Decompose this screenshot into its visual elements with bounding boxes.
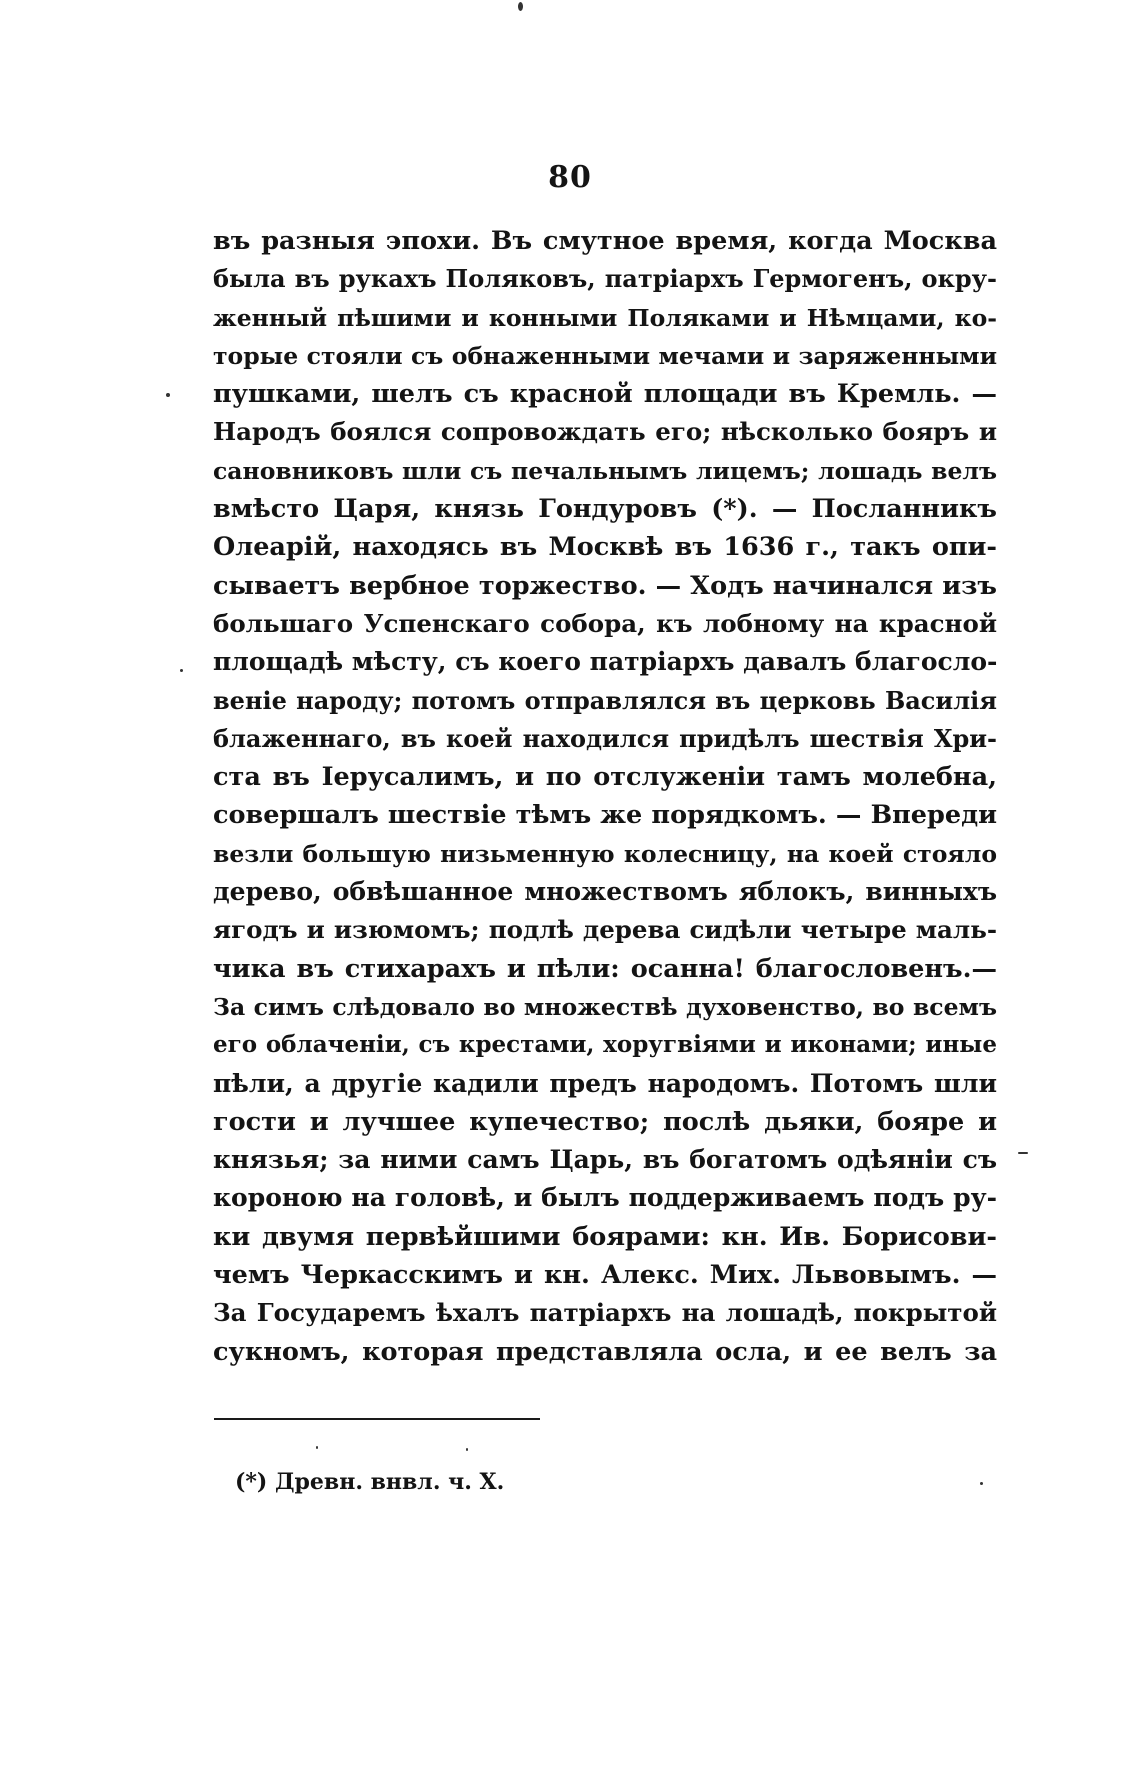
body-text xyxy=(213,222,997,1371)
text-line: короною на головѣ, и былъ поддерживаемъ подъ ру- xyxy=(213,1183,997,1213)
page-number: 80 xyxy=(548,160,592,195)
scan-speck xyxy=(316,1446,318,1449)
scan-speck xyxy=(166,393,170,397)
text-line: ста въ Іерусалимъ, и по отслуженіи тамъ молебна, xyxy=(213,762,997,793)
text-line: сываетъ вербное торжество. — Ходъ начинался изъ xyxy=(213,570,997,601)
text-line: сукномъ, которая представляла осла, и ее велъ за xyxy=(213,1336,997,1367)
text-line: блаженнаго, въ коей находился придѣлъ шествія Хри- xyxy=(213,723,997,753)
scan-speck xyxy=(518,2,523,11)
text-line: большаго Успенскаго собора, къ лобному на красной xyxy=(213,608,997,638)
text-line: пушками, шелъ съ красной площади въ Кремль. — xyxy=(213,379,997,410)
text-line: его облаченіи, съ крестами, хоругвіями и иконами; иные xyxy=(213,1031,997,1059)
text-line: чика въ стихарахъ и пѣли: осанна! благословенъ.— xyxy=(213,953,997,984)
text-line: За симъ слѣдовало во множествѣ духовенство, во всемъ xyxy=(213,992,997,1021)
text-line: Народъ боялся сопровождать его; нѣсколько бояръ и xyxy=(213,417,997,447)
text-line: торые стояли съ обнаженными мечами и заряженными xyxy=(213,341,997,370)
text-line: везли большую низьменную колесницу, на коей стояло xyxy=(213,839,997,868)
text-line: веніе народу; потомъ отправлялся въ церковь Василія xyxy=(213,685,997,715)
text-line: въ разныя эпохи. Въ смутное время, когда Москва xyxy=(213,226,997,256)
scan-speck xyxy=(980,1482,983,1485)
text-line: дерево, обвѣшанное множествомъ яблокъ, винныхъ xyxy=(213,877,997,907)
text-line: пѣли, а другіе кадили предъ народомъ. Потомъ шли xyxy=(213,1068,997,1098)
text-line: ки двумя первѣйшими боярами: кн. Ив. Борисови- xyxy=(213,1221,997,1252)
scan-speck xyxy=(466,1448,468,1451)
footnote: (*) Древн. внвл. ч. X. xyxy=(235,1469,505,1495)
text-line: За Государемъ ѣхалъ патріархъ на лошадѣ, покрытой xyxy=(213,1298,997,1328)
text-line: женный пѣшими и конными Поляками и Нѣмцами, ко- xyxy=(213,303,997,332)
text-line: совершалъ шествіе тѣмъ же порядкомъ. — Впереди xyxy=(213,800,997,831)
text-line: была въ рукахъ Поляковъ, патріархъ Гермогенъ, окру- xyxy=(213,264,997,294)
footnote-rule xyxy=(214,1418,540,1420)
text-line: князья; за ними самъ Царь, въ богатомъ одѣяніи съ xyxy=(213,1145,997,1175)
text-line: гости и лучшее купечество; послѣ дьяки, бояре и xyxy=(213,1106,997,1137)
text-line: сановниковъ шли съ печальнымъ лицемъ; лошадь велъ xyxy=(213,456,997,485)
text-line: вмѣсто Царя, князь Гондуровъ (*). — Посланникъ xyxy=(213,494,997,525)
text-line: площадѣ мѣсту, съ коего патріархъ давалъ благосло- xyxy=(213,647,997,677)
text-line: Олеарій, находясь въ Москвѣ въ 1636 г., такъ опи- xyxy=(213,532,997,563)
text-line: чемъ Черкасскимъ и кн. Алекс. Мих. Львовымъ. — xyxy=(213,1260,997,1291)
scan-speck xyxy=(1018,1152,1028,1154)
text-line: ягодъ и изюмомъ; подлѣ дерева сидѣли четыре маль- xyxy=(213,915,997,945)
scan-speck xyxy=(180,669,183,672)
